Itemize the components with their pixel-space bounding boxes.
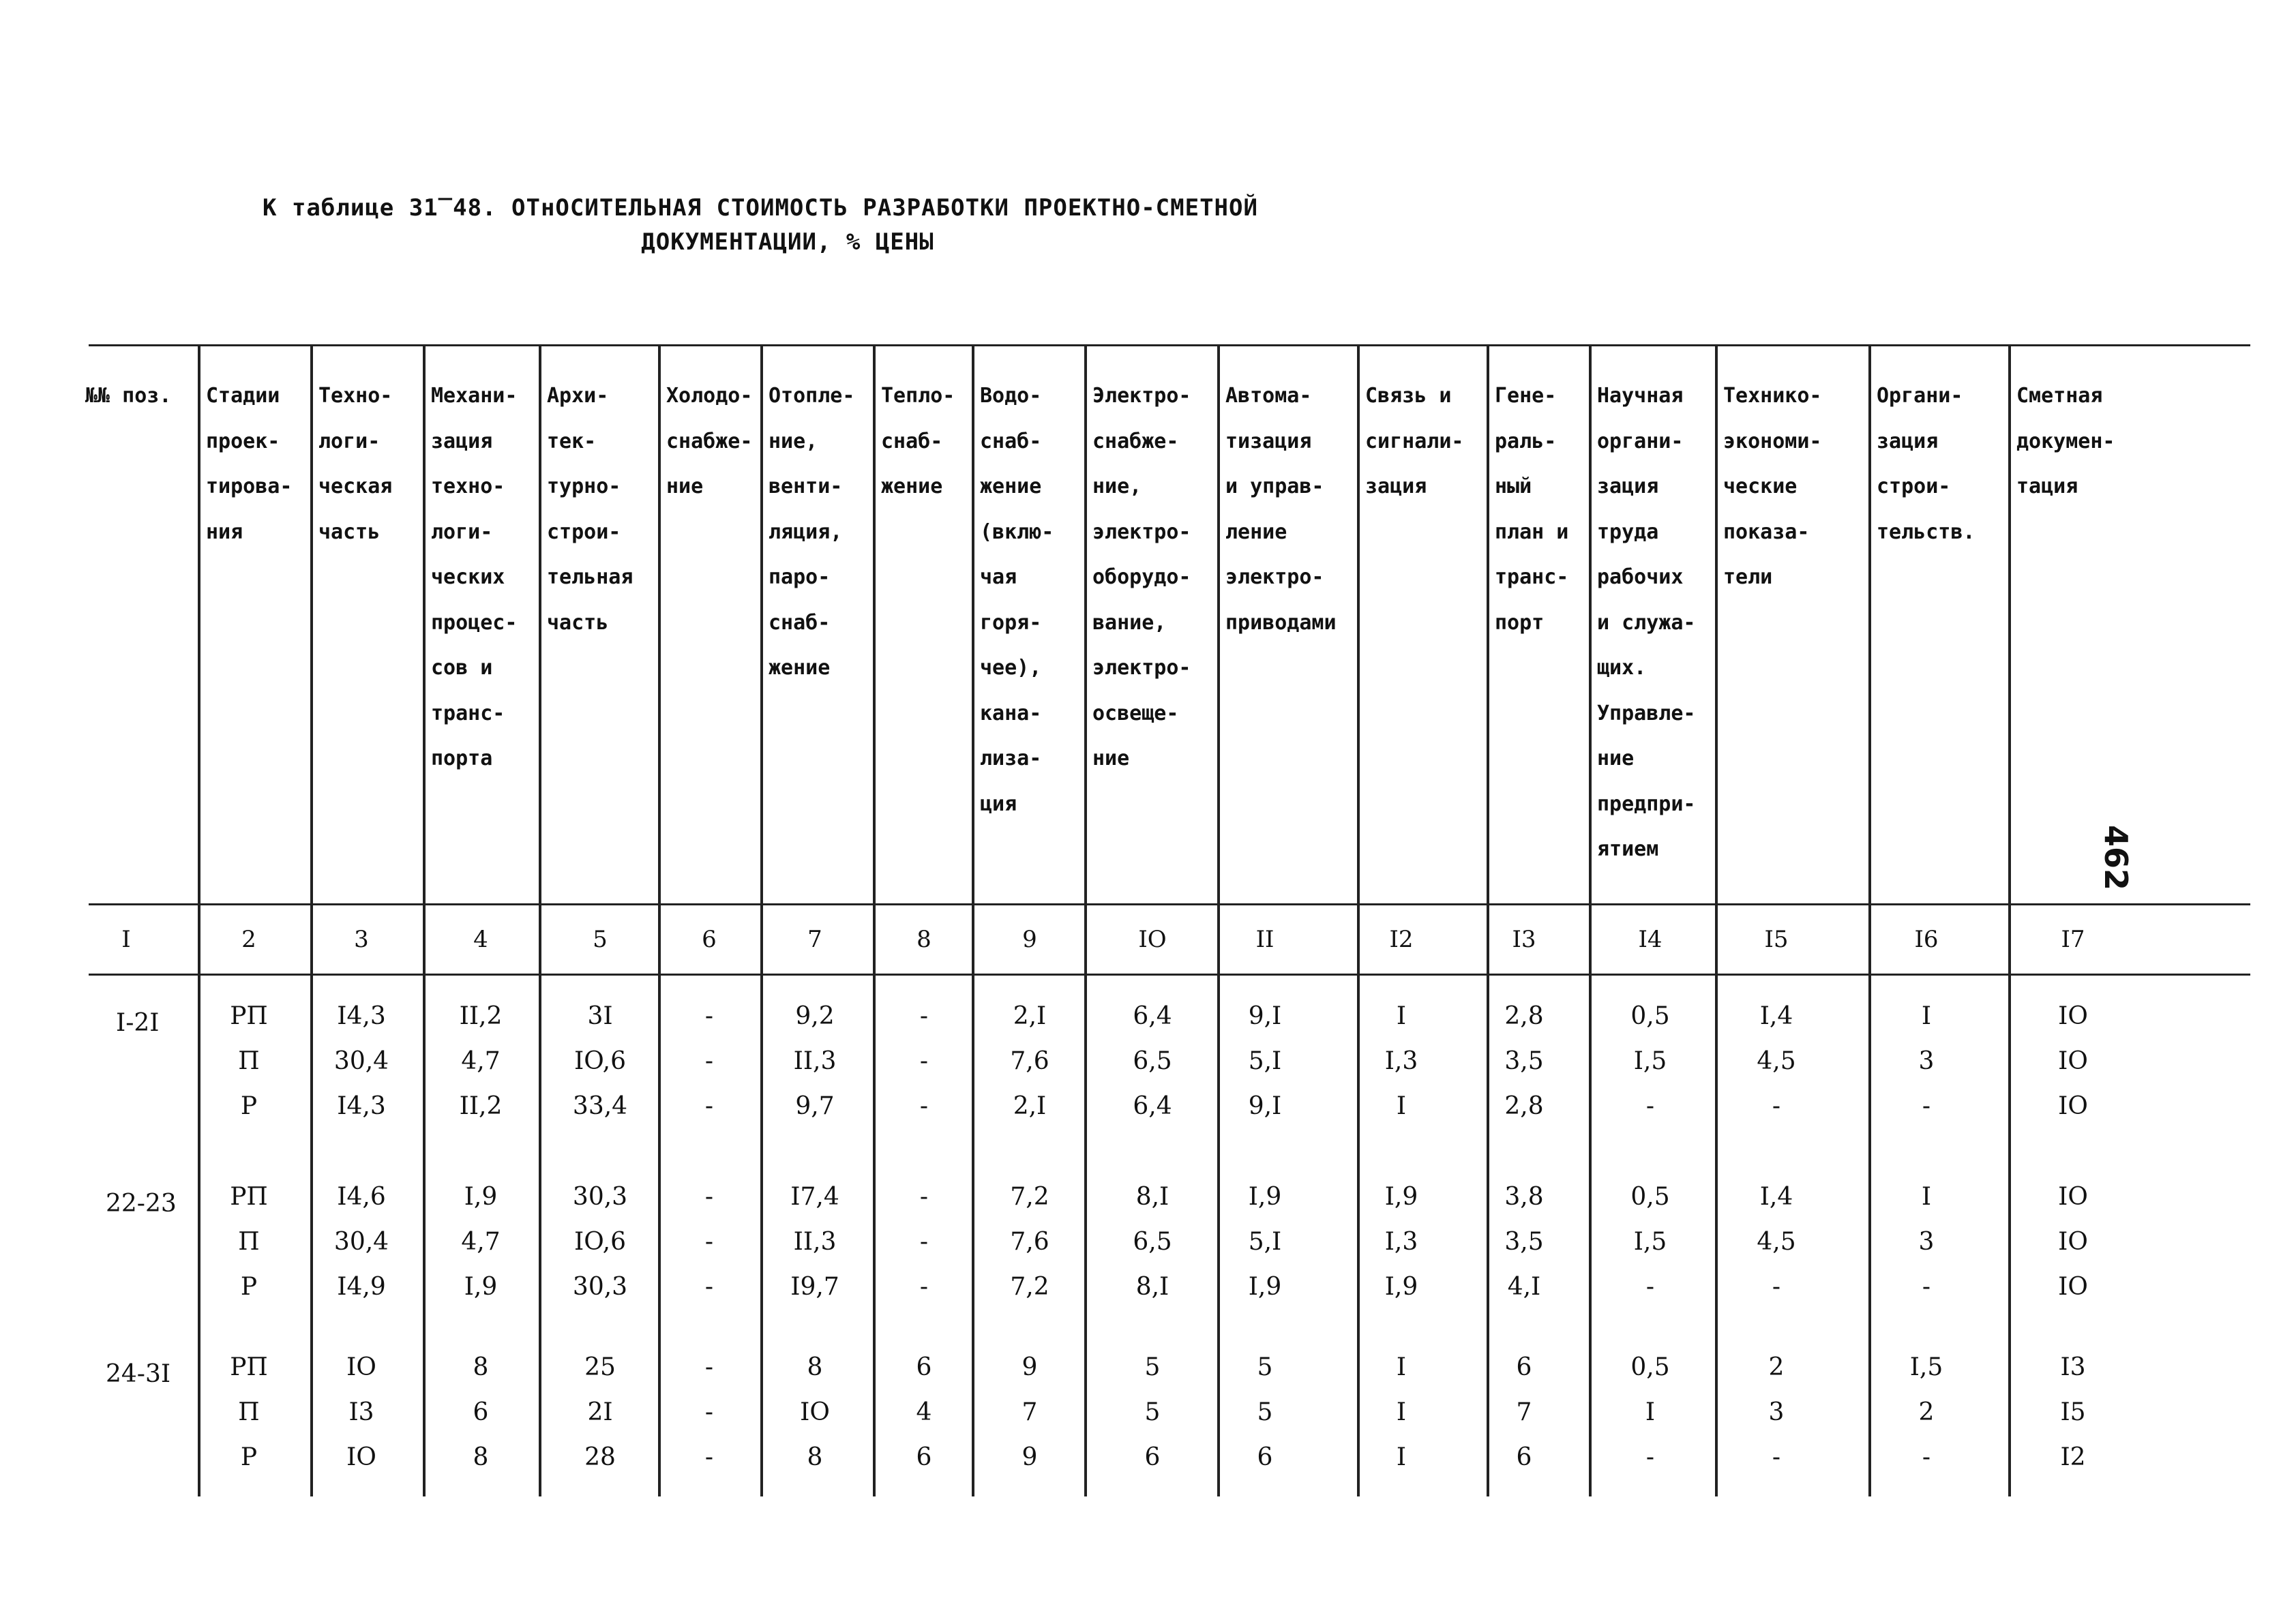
- table-rule-v: [1084, 344, 1087, 1496]
- column-header: Механи- зация техно- логи- ческих процес- сов и транс- порта: [431, 384, 518, 770]
- table-cell: -: [1645, 1273, 1655, 1301]
- table-cell: I4,3: [337, 1002, 386, 1030]
- table-cell: 0,5: [1630, 1353, 1670, 1381]
- table-cell: II,3: [793, 1228, 837, 1256]
- table-cell: 2,I: [1013, 1002, 1047, 1030]
- table-cell: Р: [240, 1092, 258, 1120]
- column-number: 2: [241, 926, 256, 953]
- table-cell: I: [1396, 1443, 1407, 1471]
- column-header: Автома- тизация и управ- ление электро- приводами: [1225, 384, 1337, 635]
- table-cell: 30,3: [572, 1183, 628, 1211]
- table-cell: 6: [1144, 1443, 1161, 1471]
- table-cell: IO: [2058, 1273, 2088, 1301]
- column-header: Тепло- снаб- жение: [881, 384, 955, 498]
- table-cell: 6: [1516, 1353, 1532, 1381]
- table-cell: -: [1922, 1273, 1931, 1301]
- table-rule-v: [539, 344, 541, 1496]
- table-cell: 6: [1257, 1443, 1273, 1471]
- table-cell: I4,9: [337, 1273, 386, 1301]
- position-range: 24-3I: [106, 1360, 171, 1388]
- table-cell: 4,7: [461, 1228, 501, 1256]
- table-rule-v: [1589, 344, 1592, 1496]
- table-cell: -: [1922, 1443, 1931, 1471]
- table-cell: -: [704, 1047, 714, 1075]
- table-cell: Р: [240, 1443, 258, 1471]
- table-cell: IO,6: [574, 1228, 626, 1256]
- column-number: I4: [1638, 926, 1663, 953]
- table-cell: IO: [2058, 1047, 2088, 1075]
- table-cell: I5: [2060, 1398, 2086, 1426]
- column-header: Гене- раль- ный план и транс- порт: [1495, 384, 1569, 635]
- table-cell: I,9: [1384, 1183, 1418, 1211]
- table-cell: -: [919, 1047, 929, 1075]
- table-rule-h: [89, 903, 2250, 905]
- column-number: 8: [916, 926, 931, 953]
- table-cell: 5,I: [1248, 1228, 1282, 1256]
- table-cell: I,4: [1759, 1002, 1793, 1030]
- column-number: I5: [1764, 926, 1789, 953]
- table-rule-h: [89, 974, 2250, 976]
- column-header: Отопле- ние, венти- ляция, паро- снаб- жение: [769, 384, 855, 680]
- table-cell: 9: [1022, 1353, 1038, 1381]
- table-rule-v: [658, 344, 661, 1496]
- table-cell: I,5: [1633, 1228, 1667, 1256]
- table-cell: I,4: [1759, 1183, 1793, 1211]
- table-cell: I4,3: [337, 1092, 386, 1120]
- table-cell: 4,I: [1507, 1273, 1541, 1301]
- table-cell: 2: [1768, 1353, 1785, 1381]
- table-rule-v: [1357, 344, 1360, 1496]
- table-cell: 2,8: [1504, 1092, 1544, 1120]
- table-cell: I7,4: [790, 1183, 839, 1211]
- table-cell: 3: [1918, 1228, 1935, 1256]
- table-cell: II,2: [459, 1002, 503, 1030]
- table-cell: 9,7: [795, 1092, 835, 1120]
- table-cell: I,9: [1384, 1273, 1418, 1301]
- table-cell: 5,I: [1248, 1047, 1282, 1075]
- table-cell: 6,5: [1133, 1047, 1172, 1075]
- table-cell: П: [238, 1398, 260, 1426]
- table-cell: 4,5: [1757, 1047, 1796, 1075]
- table-cell: -: [919, 1183, 929, 1211]
- table-cell: 5: [1257, 1353, 1273, 1381]
- table-cell: Р: [240, 1273, 258, 1301]
- table-rule-v: [2008, 344, 2011, 1496]
- column-number: I: [121, 926, 131, 953]
- table-cell: 7,2: [1010, 1183, 1049, 1211]
- table-cell: -: [1772, 1273, 1781, 1301]
- table-cell: I: [1396, 1002, 1407, 1030]
- table-rule-v: [1487, 344, 1489, 1496]
- table-cell: -: [704, 1228, 714, 1256]
- table-cell: -: [1645, 1092, 1655, 1120]
- table-cell: -: [919, 1273, 929, 1301]
- table-cell: 3: [1768, 1398, 1785, 1426]
- table-cell: 6,4: [1133, 1092, 1172, 1120]
- table-cell: II,2: [459, 1092, 503, 1120]
- column-number: II: [1255, 926, 1274, 953]
- table-rule-v: [873, 344, 876, 1496]
- table-cell: -: [919, 1092, 929, 1120]
- table-cell: IO: [346, 1353, 376, 1381]
- column-header: Органи- зация строи- тельств.: [1877, 384, 1976, 544]
- table-cell: 2I: [587, 1398, 613, 1426]
- table-cell: 3: [1918, 1047, 1935, 1075]
- table-cell: 9,2: [795, 1002, 835, 1030]
- column-header: Технико- экономи- ческие показа- тели: [1723, 384, 1822, 589]
- table-rule-v: [310, 344, 313, 1496]
- table-cell: 4: [916, 1398, 932, 1426]
- table-cell: 2,I: [1013, 1092, 1047, 1120]
- column-header: Холодо- снабже- ние: [666, 384, 753, 498]
- column-number: 3: [354, 926, 369, 953]
- column-number: 9: [1022, 926, 1037, 953]
- table-cell: 8,I: [1135, 1273, 1169, 1301]
- table-cell: I9,7: [790, 1273, 839, 1301]
- table-cell: I2: [2060, 1443, 2086, 1471]
- table-cell: IO: [346, 1443, 376, 1471]
- table-cell: 30,3: [572, 1273, 628, 1301]
- column-header: Электро- снабже- ние, электро- оборудо- вание, электро- освеще- ние: [1092, 384, 1191, 770]
- table-cell: -: [919, 1228, 929, 1256]
- table-rule-v: [1868, 344, 1871, 1496]
- table-cell: -: [704, 1183, 714, 1211]
- table-cell: 3,8: [1504, 1183, 1544, 1211]
- table-rule-v: [1217, 344, 1220, 1496]
- table-cell: -: [1922, 1092, 1931, 1120]
- table-cell: 9: [1022, 1443, 1038, 1471]
- column-number: I7: [2061, 926, 2085, 953]
- table-cell: -: [704, 1002, 714, 1030]
- table-cell: 6: [473, 1398, 489, 1426]
- table-cell: -: [1772, 1443, 1781, 1471]
- table-cell: 0,5: [1630, 1002, 1670, 1030]
- table-cell: I,3: [1384, 1228, 1418, 1256]
- table-cell: 30,4: [333, 1228, 389, 1256]
- table-cell: I,9: [464, 1273, 498, 1301]
- table-cell: 5: [1144, 1398, 1161, 1426]
- column-number: IO: [1138, 926, 1167, 953]
- table-cell: I,5: [1909, 1353, 1943, 1381]
- table-cell: IO: [2058, 1092, 2088, 1120]
- page-number: 462: [2098, 825, 2134, 891]
- table-cell: 6,5: [1133, 1228, 1172, 1256]
- table-cell: 4,5: [1757, 1228, 1796, 1256]
- table-cell: I: [1921, 1002, 1932, 1030]
- table-cell: IO: [2058, 1228, 2088, 1256]
- table-rule-v: [760, 344, 763, 1496]
- table-cell: 7,6: [1010, 1228, 1049, 1256]
- table-title-line2: ДОКУМЕНТАЦИИ, % ЦЕНЫ: [641, 228, 934, 256]
- column-header: Архи- тек- турно- строи- тельная часть: [547, 384, 633, 635]
- column-number: 7: [807, 926, 822, 953]
- table-cell: I,9: [1248, 1183, 1282, 1211]
- table-cell: 28: [584, 1443, 616, 1471]
- table-rule-h: [89, 344, 2250, 346]
- table-cell: РП: [230, 1353, 268, 1381]
- table-cell: -: [704, 1443, 714, 1471]
- table-cell: I: [1396, 1398, 1407, 1426]
- table-cell: I3: [2060, 1353, 2086, 1381]
- table-cell: РП: [230, 1002, 268, 1030]
- table-cell: -: [704, 1092, 714, 1120]
- table-cell: 5: [1257, 1398, 1273, 1426]
- table-cell: I,9: [1248, 1273, 1282, 1301]
- table-cell: IO: [2058, 1183, 2088, 1211]
- table-cell: П: [238, 1228, 260, 1256]
- column-number: I2: [1389, 926, 1414, 953]
- table-cell: IO: [800, 1398, 830, 1426]
- position-range: I-2I: [116, 1009, 160, 1037]
- table-cell: 2,8: [1504, 1002, 1544, 1030]
- table-cell: 8: [807, 1443, 823, 1471]
- table-cell: -: [1645, 1443, 1655, 1471]
- table-cell: I: [1921, 1183, 1932, 1211]
- column-header: Водо- снаб- жение (вклю- чая горя- чее), кана- лиза- ция: [980, 384, 1054, 816]
- table-cell: 4,7: [461, 1047, 501, 1075]
- table-cell: I4,6: [337, 1183, 386, 1211]
- table-cell: 3,5: [1504, 1228, 1544, 1256]
- table-cell: 8: [807, 1353, 823, 1381]
- table-rule-v: [972, 344, 974, 1496]
- table-cell: 3I: [587, 1002, 613, 1030]
- table-cell: I: [1645, 1398, 1656, 1426]
- table-cell: I: [1396, 1092, 1407, 1120]
- table-cell: -: [704, 1398, 714, 1426]
- table-cell: I,5: [1633, 1047, 1667, 1075]
- column-header: Техно- логи- ческая часть: [318, 384, 393, 544]
- table-cell: 7,6: [1010, 1047, 1049, 1075]
- table-cell: -: [704, 1273, 714, 1301]
- table-cell: IO,6: [574, 1047, 626, 1075]
- column-header: №№ поз.: [85, 384, 172, 408]
- table-cell: IO: [2058, 1002, 2088, 1030]
- column-header: Сметная докумен- тация: [2016, 384, 2115, 498]
- table-cell: РП: [230, 1183, 268, 1211]
- table-cell: 2: [1918, 1398, 1935, 1426]
- table-cell: 6,4: [1133, 1002, 1172, 1030]
- table-cell: 8,I: [1135, 1183, 1169, 1211]
- table-cell: -: [704, 1353, 714, 1381]
- column-number: 6: [702, 926, 717, 953]
- table-cell: 9,I: [1248, 1092, 1282, 1120]
- table-cell: -: [1772, 1092, 1781, 1120]
- table-cell: I: [1396, 1353, 1407, 1381]
- table-cell: 8: [473, 1353, 489, 1381]
- table-cell: 0,5: [1630, 1183, 1670, 1211]
- table-cell: 7: [1516, 1398, 1532, 1426]
- table-title-line1: К таблице 31‾48. ОТнОСИТЕЛЬНАЯ СТОИМОСТЬ РАЗРАБОТКИ ПРОЕКТНО-СМЕТНОЙ: [263, 194, 1258, 222]
- table-cell: 6: [916, 1443, 932, 1471]
- table-cell: 6: [916, 1353, 932, 1381]
- column-number: I3: [1512, 926, 1536, 953]
- column-header: Научная органи- зация труда рабочих и служа- щих. Управле- ние предпри- ятием: [1597, 384, 1696, 861]
- table-cell: 7,2: [1010, 1273, 1049, 1301]
- table-rule-v: [1715, 344, 1718, 1496]
- column-number: 4: [473, 926, 488, 953]
- table-cell: 5: [1144, 1353, 1161, 1381]
- table-cell: 25: [584, 1353, 616, 1381]
- table-cell: -: [919, 1002, 929, 1030]
- table-cell: I3: [348, 1398, 374, 1426]
- table-cell: 6: [1516, 1443, 1532, 1471]
- table-cell: 30,4: [333, 1047, 389, 1075]
- column-number: I6: [1914, 926, 1939, 953]
- column-header: Связь и сигнали- зация: [1365, 384, 1464, 498]
- table-cell: 33,4: [572, 1092, 628, 1120]
- table-cell: I,3: [1384, 1047, 1418, 1075]
- column-number: 5: [593, 926, 608, 953]
- table-cell: I,9: [464, 1183, 498, 1211]
- position-range: 22-23: [106, 1190, 177, 1218]
- table-rule-v: [198, 344, 200, 1496]
- table-cell: 7: [1022, 1398, 1038, 1426]
- table-cell: II,3: [793, 1047, 837, 1075]
- table-cell: П: [238, 1047, 260, 1075]
- table-cell: 8: [473, 1443, 489, 1471]
- table-cell: 3,5: [1504, 1047, 1544, 1075]
- table-cell: 9,I: [1248, 1002, 1282, 1030]
- column-header: Стадии проек- тирова- ния: [206, 384, 293, 544]
- table-rule-v: [423, 344, 426, 1496]
